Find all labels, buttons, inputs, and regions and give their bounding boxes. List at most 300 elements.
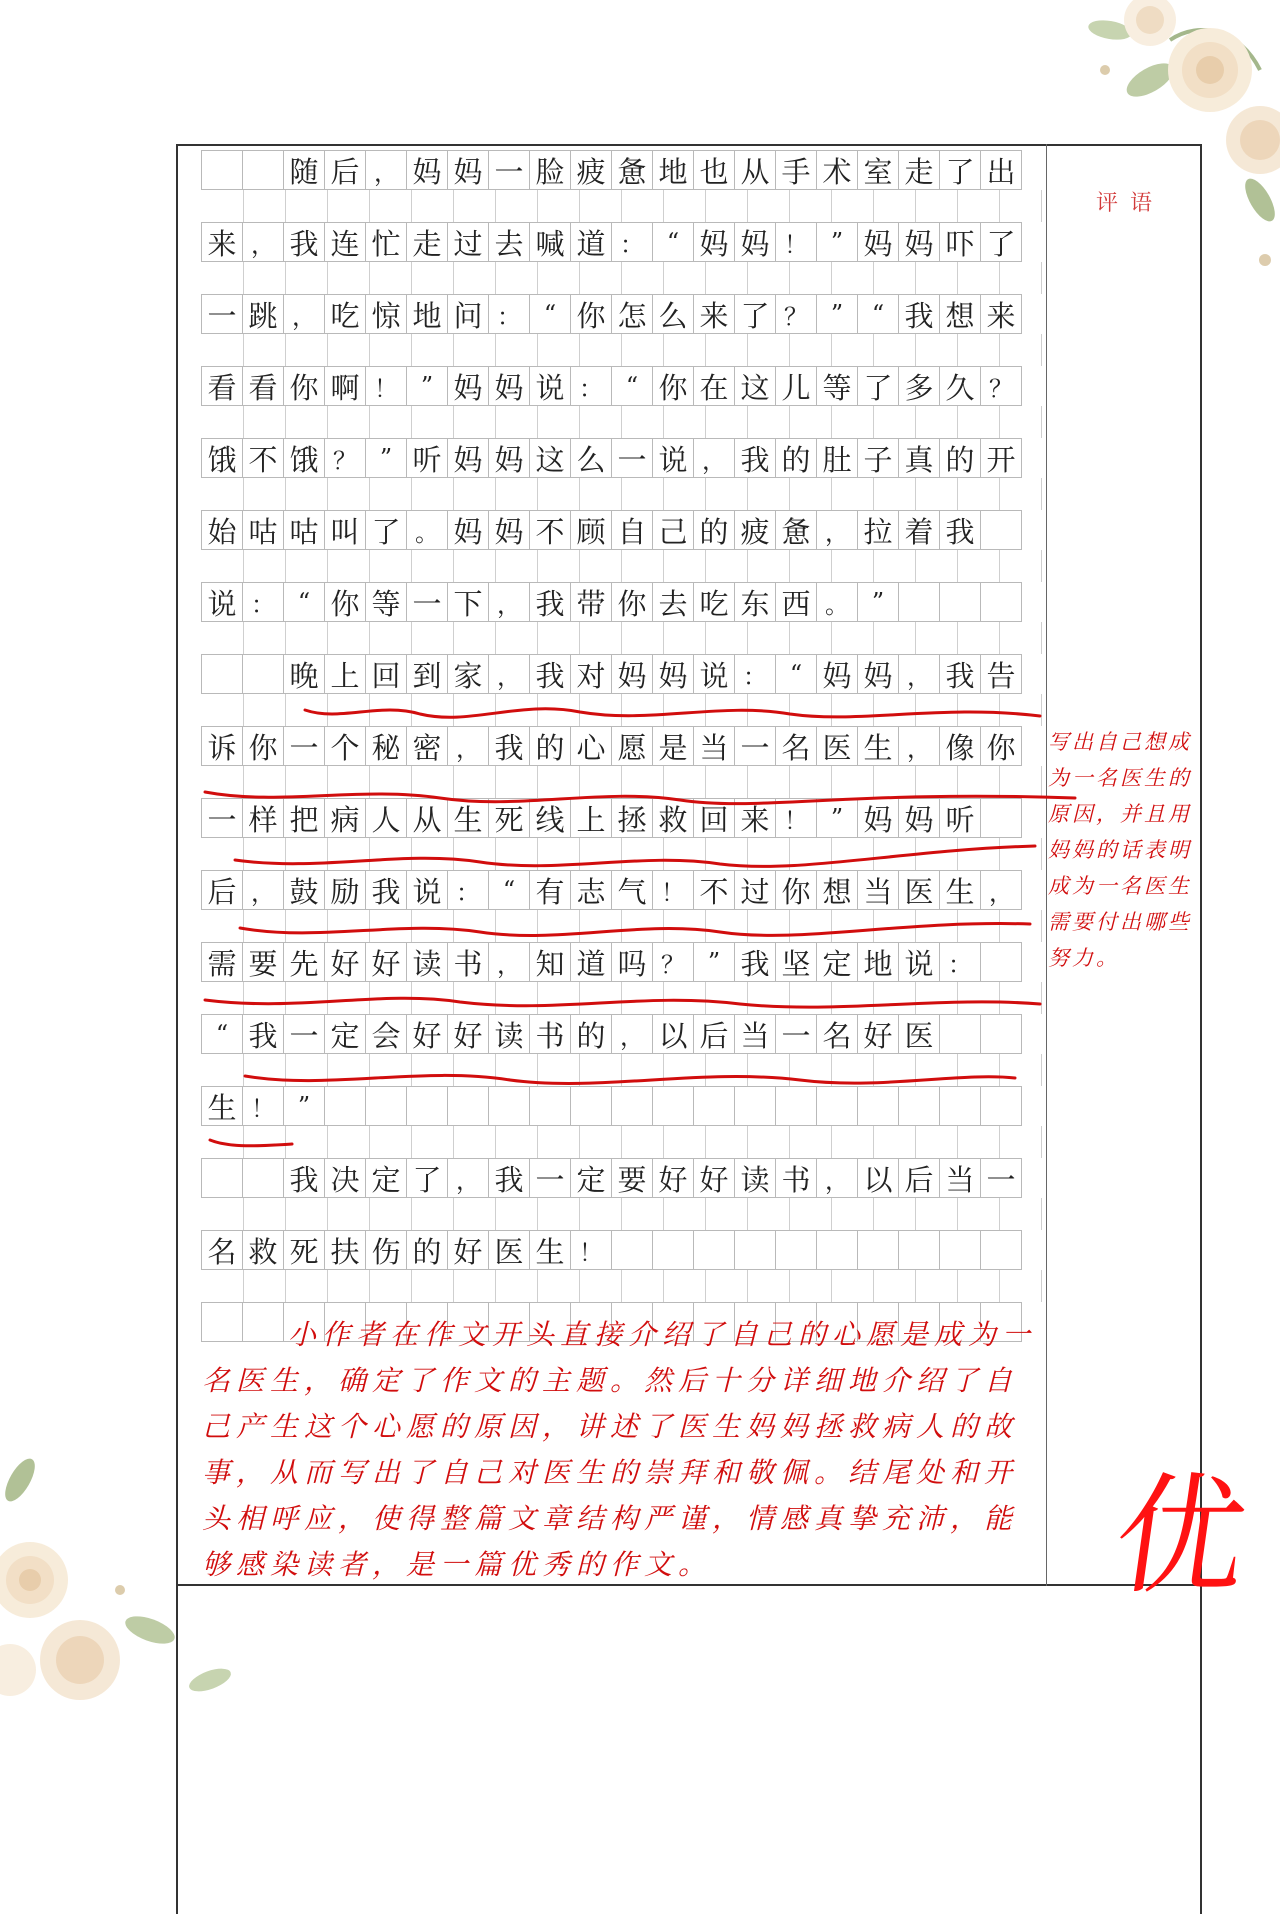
grid-cell: 咕 xyxy=(242,510,284,550)
grid-cell: 饿 xyxy=(201,438,243,478)
grid-cell: 手 xyxy=(775,150,817,190)
grid-gap xyxy=(202,622,1042,654)
grid-cell: 出 xyxy=(980,150,1022,190)
grid-cell: 回 xyxy=(365,654,407,694)
grid-cell: 名 xyxy=(201,1230,243,1270)
grid-row xyxy=(202,1014,1042,1054)
grid-cell: 你 xyxy=(242,726,284,766)
grid-cell: ？ xyxy=(775,294,817,334)
grid-cell: 拯 xyxy=(611,798,653,838)
grid-cell: 好 xyxy=(365,942,407,982)
grid-cell: 不 xyxy=(693,870,735,910)
grid-cell: 书 xyxy=(775,1158,817,1198)
teacher-comment xyxy=(202,1312,1048,1588)
grid-cell: 医 xyxy=(488,1230,530,1270)
grid-cell: 个 xyxy=(324,726,366,766)
grid-cell: ， xyxy=(816,1158,858,1198)
grid-cell: ” xyxy=(816,222,858,262)
grid-cell: 是 xyxy=(652,726,694,766)
grid-cell: 了 xyxy=(734,294,776,334)
grid-cell xyxy=(734,1230,776,1270)
grid-cell: ！ xyxy=(242,1086,284,1126)
grid-cell: 过 xyxy=(734,870,776,910)
grid-cell: 回 xyxy=(693,798,735,838)
grid-cell: ！ xyxy=(365,366,407,406)
grid-cell: 来 xyxy=(693,294,735,334)
grid-cell: 妈 xyxy=(898,798,940,838)
grid-cell: ， xyxy=(447,1158,489,1198)
grid-cell xyxy=(242,1158,284,1198)
review-label: 评语 xyxy=(1096,191,1165,216)
grid-cell: ？ xyxy=(324,438,366,478)
grid-row xyxy=(202,1230,1042,1270)
grid-cell: 需 xyxy=(201,942,243,982)
grid-cell: 家 xyxy=(447,654,489,694)
grid-cell xyxy=(488,1086,530,1126)
grid-cell: 鼓 xyxy=(283,870,325,910)
grid-cell: 医 xyxy=(898,870,940,910)
grid-cell: 惫 xyxy=(611,150,653,190)
grid-cell: 妈 xyxy=(611,654,653,694)
grid-cell: 励 xyxy=(324,870,366,910)
grid-cell: 我 xyxy=(488,1158,530,1198)
grid-cell: 你 xyxy=(652,366,694,406)
grid-cell: ： xyxy=(447,870,489,910)
grid-cell: 诉 xyxy=(201,726,243,766)
grid-cell: 名 xyxy=(816,1014,858,1054)
grid-cell: 的 xyxy=(570,1014,612,1054)
grid-cell: ： xyxy=(939,942,981,982)
grid-cell: 救 xyxy=(242,1230,284,1270)
grid-cell: 像 xyxy=(939,726,981,766)
grid-cell: 妈 xyxy=(488,438,530,478)
grid-cell: 走 xyxy=(898,150,940,190)
grid-cell: 定 xyxy=(570,1158,612,1198)
grid-cell: 病 xyxy=(324,798,366,838)
grid-gap xyxy=(202,982,1042,1014)
grid-cell: 志 xyxy=(570,870,612,910)
grid-cell: 饿 xyxy=(283,438,325,478)
grid-cell: 肚 xyxy=(816,438,858,478)
grid-cell: 这 xyxy=(529,438,571,478)
grid-cell: 救 xyxy=(652,798,694,838)
grid-cell: ” xyxy=(406,366,448,406)
grid-cell: 会 xyxy=(365,1014,407,1054)
grid-cell: 走 xyxy=(406,222,448,262)
grid-cell: 去 xyxy=(652,582,694,622)
grid-cell: ， xyxy=(980,870,1022,910)
grid-cell: 听 xyxy=(939,798,981,838)
grid-cell: 心 xyxy=(570,726,612,766)
grid-cell: 道 xyxy=(570,942,612,982)
grid-cell: 好 xyxy=(447,1230,489,1270)
grid-cell: 我 xyxy=(283,222,325,262)
grid-cell: 线 xyxy=(529,798,571,838)
grid-cell: 你 xyxy=(324,582,366,622)
grid-cell: ， xyxy=(242,222,284,262)
grid-cell xyxy=(611,1230,653,1270)
grid-row xyxy=(202,1158,1042,1198)
grid-cell: 死 xyxy=(488,798,530,838)
grid-gap xyxy=(202,262,1042,294)
grid-cell: 过 xyxy=(447,222,489,262)
grid-cell: 一 xyxy=(775,1014,817,1054)
grid-cell: 妈 xyxy=(816,654,858,694)
grid-cell: ， xyxy=(898,654,940,694)
grid-cell xyxy=(365,1086,407,1126)
grid-cell: 妈 xyxy=(857,654,899,694)
grid-row xyxy=(202,726,1042,766)
grid-cell: 来 xyxy=(201,222,243,262)
grid-cell: ” xyxy=(693,942,735,982)
margin-note: 写出自己想成为一名医生的原因，并且用妈妈的话表明成为一名医生需要付出哪些努力。 xyxy=(1048,730,1192,970)
grid-gap xyxy=(202,478,1042,510)
grid-cell xyxy=(980,798,1022,838)
grid-cell: ？ xyxy=(652,942,694,982)
grid-cell: 妈 xyxy=(652,654,694,694)
grid-cell xyxy=(652,1230,694,1270)
grid-cell: ！ xyxy=(652,870,694,910)
grid-cell xyxy=(242,654,284,694)
grid-cell: 儿 xyxy=(775,366,817,406)
grid-cell: 一 xyxy=(488,150,530,190)
grid-cell: 死 xyxy=(283,1230,325,1270)
grid-cell: 好 xyxy=(693,1158,735,1198)
grid-cell: 拉 xyxy=(857,510,899,550)
grid-cell: 在 xyxy=(693,366,735,406)
grid-cell: 对 xyxy=(570,654,612,694)
grid-cell: 地 xyxy=(857,942,899,982)
grid-cell: 你 xyxy=(283,366,325,406)
grid-cell xyxy=(242,150,284,190)
grid-cell: 自 xyxy=(611,510,653,550)
grid-gap xyxy=(202,910,1042,942)
grid-cell xyxy=(816,1230,858,1270)
grid-cell: 书 xyxy=(447,942,489,982)
grid-cell xyxy=(939,582,981,622)
grid-cell: 生 xyxy=(939,870,981,910)
grid-cell: 一 xyxy=(201,798,243,838)
grid-cell: 一 xyxy=(201,294,243,334)
grid-cell: 妈 xyxy=(447,366,489,406)
grid-cell: 愿 xyxy=(611,726,653,766)
grid-cell: 开 xyxy=(980,438,1022,478)
grid-cell: 吓 xyxy=(939,222,981,262)
grid-cell: 了 xyxy=(980,222,1022,262)
grid-cell xyxy=(734,1086,776,1126)
grid-cell: 等 xyxy=(816,366,858,406)
grid-cell: ， xyxy=(693,438,735,478)
grid-cell: ， xyxy=(283,294,325,334)
grid-cell: 你 xyxy=(570,294,612,334)
grid-cell: 当 xyxy=(857,870,899,910)
grid-cell: ， xyxy=(488,654,530,694)
grid-gap xyxy=(202,838,1042,870)
grid-cell: ， xyxy=(488,582,530,622)
grid-cell: ， xyxy=(447,726,489,766)
grid-cell: 我 xyxy=(898,294,940,334)
grid-cell: ， xyxy=(611,1014,653,1054)
grid-cell: 坚 xyxy=(775,942,817,982)
grid-cell: 的 xyxy=(939,438,981,478)
grid-cell xyxy=(693,1230,735,1270)
grid-cell: 问 xyxy=(447,294,489,334)
grid-cell xyxy=(939,1014,981,1054)
grid-cell: 你 xyxy=(775,870,817,910)
grid-cell: 读 xyxy=(488,1014,530,1054)
grid-cell: 从 xyxy=(406,798,448,838)
grid-cell: 一 xyxy=(283,1014,325,1054)
grid-cell: 下 xyxy=(447,582,489,622)
grid-cell: ” xyxy=(816,294,858,334)
grid-cell: 妈 xyxy=(488,510,530,550)
grid-cell xyxy=(980,942,1022,982)
grid-cell: 一 xyxy=(529,1158,571,1198)
grid-gap xyxy=(202,1126,1042,1158)
grid-cell: 定 xyxy=(816,942,858,982)
grid-cell: 想 xyxy=(939,294,981,334)
grid-cell: 这 xyxy=(734,366,776,406)
grid-cell: 真 xyxy=(898,438,940,478)
grid-cell: 妈 xyxy=(447,150,489,190)
grid-cell: 以 xyxy=(857,1158,899,1198)
grid-cell xyxy=(201,654,243,694)
grid-row xyxy=(202,798,1042,838)
grid-cell: 一 xyxy=(283,726,325,766)
grid-cell: 先 xyxy=(283,942,325,982)
grid-cell: 室 xyxy=(857,150,899,190)
grid-cell: 了 xyxy=(406,1158,448,1198)
grid-cell: 妈 xyxy=(898,222,940,262)
grid-cell: 我 xyxy=(939,654,981,694)
grid-cell: 读 xyxy=(734,1158,776,1198)
grid-cell: 气 xyxy=(611,870,653,910)
grid-cell: 来 xyxy=(734,798,776,838)
grid-row xyxy=(202,222,1042,262)
grid-cell: ” xyxy=(283,1086,325,1126)
grid-cell: 的 xyxy=(529,726,571,766)
grid-cell: 想 xyxy=(816,870,858,910)
grid-cell: 以 xyxy=(652,1014,694,1054)
grid-cell: 后 xyxy=(201,870,243,910)
grid-cell: 定 xyxy=(365,1158,407,1198)
grid-cell: 地 xyxy=(652,150,694,190)
grid-cell: 不 xyxy=(242,438,284,478)
grid-cell: ！ xyxy=(775,798,817,838)
grid-cell: ” xyxy=(857,582,899,622)
grid-row xyxy=(202,150,1042,190)
grid-cell: 不 xyxy=(529,510,571,550)
grid-cell: 看 xyxy=(201,366,243,406)
grid-cell: 一 xyxy=(734,726,776,766)
grid-cell xyxy=(980,510,1022,550)
grid-cell: 告 xyxy=(980,654,1022,694)
grid-cell: 妈 xyxy=(488,366,530,406)
grid-cell: ！ xyxy=(775,222,817,262)
grid-cell xyxy=(406,1086,448,1126)
grid-cell: 要 xyxy=(242,942,284,982)
grid-cell: 随 xyxy=(283,150,325,190)
grid-cell: 西 xyxy=(775,582,817,622)
grid-cell: 妈 xyxy=(447,438,489,478)
grid-cell: 说 xyxy=(898,942,940,982)
grid-cell xyxy=(652,1086,694,1126)
grid-cell: 惊 xyxy=(365,294,407,334)
grid-cell: 要 xyxy=(611,1158,653,1198)
grid-cell: “ xyxy=(529,294,571,334)
grid-cell: 医 xyxy=(816,726,858,766)
grid-cell xyxy=(816,1086,858,1126)
grid-cell: ， xyxy=(242,870,284,910)
grid-cell xyxy=(447,1086,489,1126)
grid-row xyxy=(202,366,1042,406)
grid-row xyxy=(202,438,1042,478)
grid-cell: “ xyxy=(857,294,899,334)
grid-cell xyxy=(857,1230,899,1270)
grid-cell: 跳 xyxy=(242,294,284,334)
grid-cell: 后 xyxy=(324,150,366,190)
grid-cell: 妈 xyxy=(734,222,776,262)
grid-cell: 我 xyxy=(529,654,571,694)
grid-cell: 当 xyxy=(693,726,735,766)
grid-cell xyxy=(775,1230,817,1270)
grid-cell: 妈 xyxy=(447,510,489,550)
grid-cell: 妈 xyxy=(857,222,899,262)
grid-row xyxy=(202,654,1042,694)
grid-cell: 我 xyxy=(939,510,981,550)
grid-cell: 好 xyxy=(406,1014,448,1054)
grid-cell: 上 xyxy=(570,798,612,838)
grid-cell: 说 xyxy=(201,582,243,622)
grid-cell: ” xyxy=(816,798,858,838)
grid-cell: 吃 xyxy=(324,294,366,334)
grid-cell: 你 xyxy=(611,582,653,622)
grid-row xyxy=(202,942,1042,982)
grid-cell: 说 xyxy=(693,654,735,694)
grid-cell: 好 xyxy=(652,1158,694,1198)
grid-cell xyxy=(939,1230,981,1270)
grid-gap xyxy=(202,1270,1042,1302)
grid-cell: 读 xyxy=(406,942,448,982)
grid-cell xyxy=(570,1086,612,1126)
grid-cell: 了 xyxy=(939,150,981,190)
grid-cell: 始 xyxy=(201,510,243,550)
grid-gap xyxy=(202,334,1042,366)
grid-cell: 吃 xyxy=(693,582,735,622)
grid-cell: 把 xyxy=(283,798,325,838)
grid-cell: ， xyxy=(816,510,858,550)
grid-row xyxy=(202,294,1042,334)
grid-cell: 啊 xyxy=(324,366,366,406)
grid-cell: 生 xyxy=(857,726,899,766)
grid-row xyxy=(202,870,1042,910)
grid-cell: 了 xyxy=(857,366,899,406)
grid-cell: 书 xyxy=(529,1014,571,1054)
grid-cell: ？ xyxy=(980,366,1022,406)
grid-cell: 子 xyxy=(857,438,899,478)
grid-cell: ， xyxy=(488,942,530,982)
grid-gap xyxy=(202,766,1042,798)
grid-cell: 看 xyxy=(242,366,284,406)
grid-gap xyxy=(202,190,1042,222)
grid-cell: 地 xyxy=(406,294,448,334)
grid-cell: 疲 xyxy=(570,150,612,190)
grid-row xyxy=(202,510,1042,550)
grid-cell: 妈 xyxy=(693,222,735,262)
grid-cell: 东 xyxy=(734,582,776,622)
grid-cell: “ xyxy=(652,222,694,262)
grid-cell: 医 xyxy=(898,1014,940,1054)
grid-cell: “ xyxy=(775,654,817,694)
grid-cell: 生 xyxy=(447,798,489,838)
grid-cell: 我 xyxy=(734,438,776,478)
grid-cell: ： xyxy=(242,582,284,622)
grid-cell: 来 xyxy=(980,294,1022,334)
grid-cell: 咕 xyxy=(283,510,325,550)
grid-row xyxy=(202,582,1042,622)
grid-cell: 道 xyxy=(570,222,612,262)
grid-cell: 名 xyxy=(775,726,817,766)
grid-cell: 多 xyxy=(898,366,940,406)
grid-cell: 我 xyxy=(283,1158,325,1198)
grid-cell: 吗 xyxy=(611,942,653,982)
grid-cell xyxy=(857,1086,899,1126)
grid-cell: 一 xyxy=(611,438,653,478)
grid-cell: 伤 xyxy=(365,1230,407,1270)
grid-cell: “ xyxy=(201,1014,243,1054)
grid-cell: 己 xyxy=(652,510,694,550)
grid-cell xyxy=(980,1014,1022,1054)
grid-cell: 的 xyxy=(775,438,817,478)
grid-cell: 么 xyxy=(570,438,612,478)
grid-cell: 怎 xyxy=(611,294,653,334)
grid-cell: ： xyxy=(570,366,612,406)
grid-cell: ， xyxy=(365,150,407,190)
grid-cell: 一 xyxy=(980,1158,1022,1198)
grid-cell: 后 xyxy=(693,1014,735,1054)
grid-cell: 听 xyxy=(406,438,448,478)
grid-cell xyxy=(693,1086,735,1126)
grid-cell: 妈 xyxy=(406,150,448,190)
grid-cell: 也 xyxy=(693,150,735,190)
grid-cell: “ xyxy=(611,366,653,406)
grid-gap xyxy=(202,406,1042,438)
grid-cell: 连 xyxy=(324,222,366,262)
grid-cell: 生 xyxy=(201,1086,243,1126)
grid-cell: ： xyxy=(488,294,530,334)
grid-cell: 决 xyxy=(324,1158,366,1198)
grid-cell: 有 xyxy=(529,870,571,910)
grid-cell: 久 xyxy=(939,366,981,406)
grid-cell: 叫 xyxy=(324,510,366,550)
grid-cell xyxy=(980,1086,1022,1126)
grid-cell xyxy=(611,1086,653,1126)
grid-row xyxy=(202,1086,1042,1126)
grid-cell xyxy=(898,582,940,622)
grid-cell xyxy=(324,1086,366,1126)
grid-cell xyxy=(980,1230,1022,1270)
grid-cell: 从 xyxy=(734,150,776,190)
grid-cell: 着 xyxy=(898,510,940,550)
grid-gap xyxy=(202,694,1042,726)
grid-cell: 。 xyxy=(816,582,858,622)
grid-cell: 带 xyxy=(570,582,612,622)
grid-cell: 扶 xyxy=(324,1230,366,1270)
grid-cell xyxy=(898,1230,940,1270)
grid-cell: 妈 xyxy=(857,798,899,838)
grid-cell: 疲 xyxy=(734,510,776,550)
grid-cell: 好 xyxy=(447,1014,489,1054)
